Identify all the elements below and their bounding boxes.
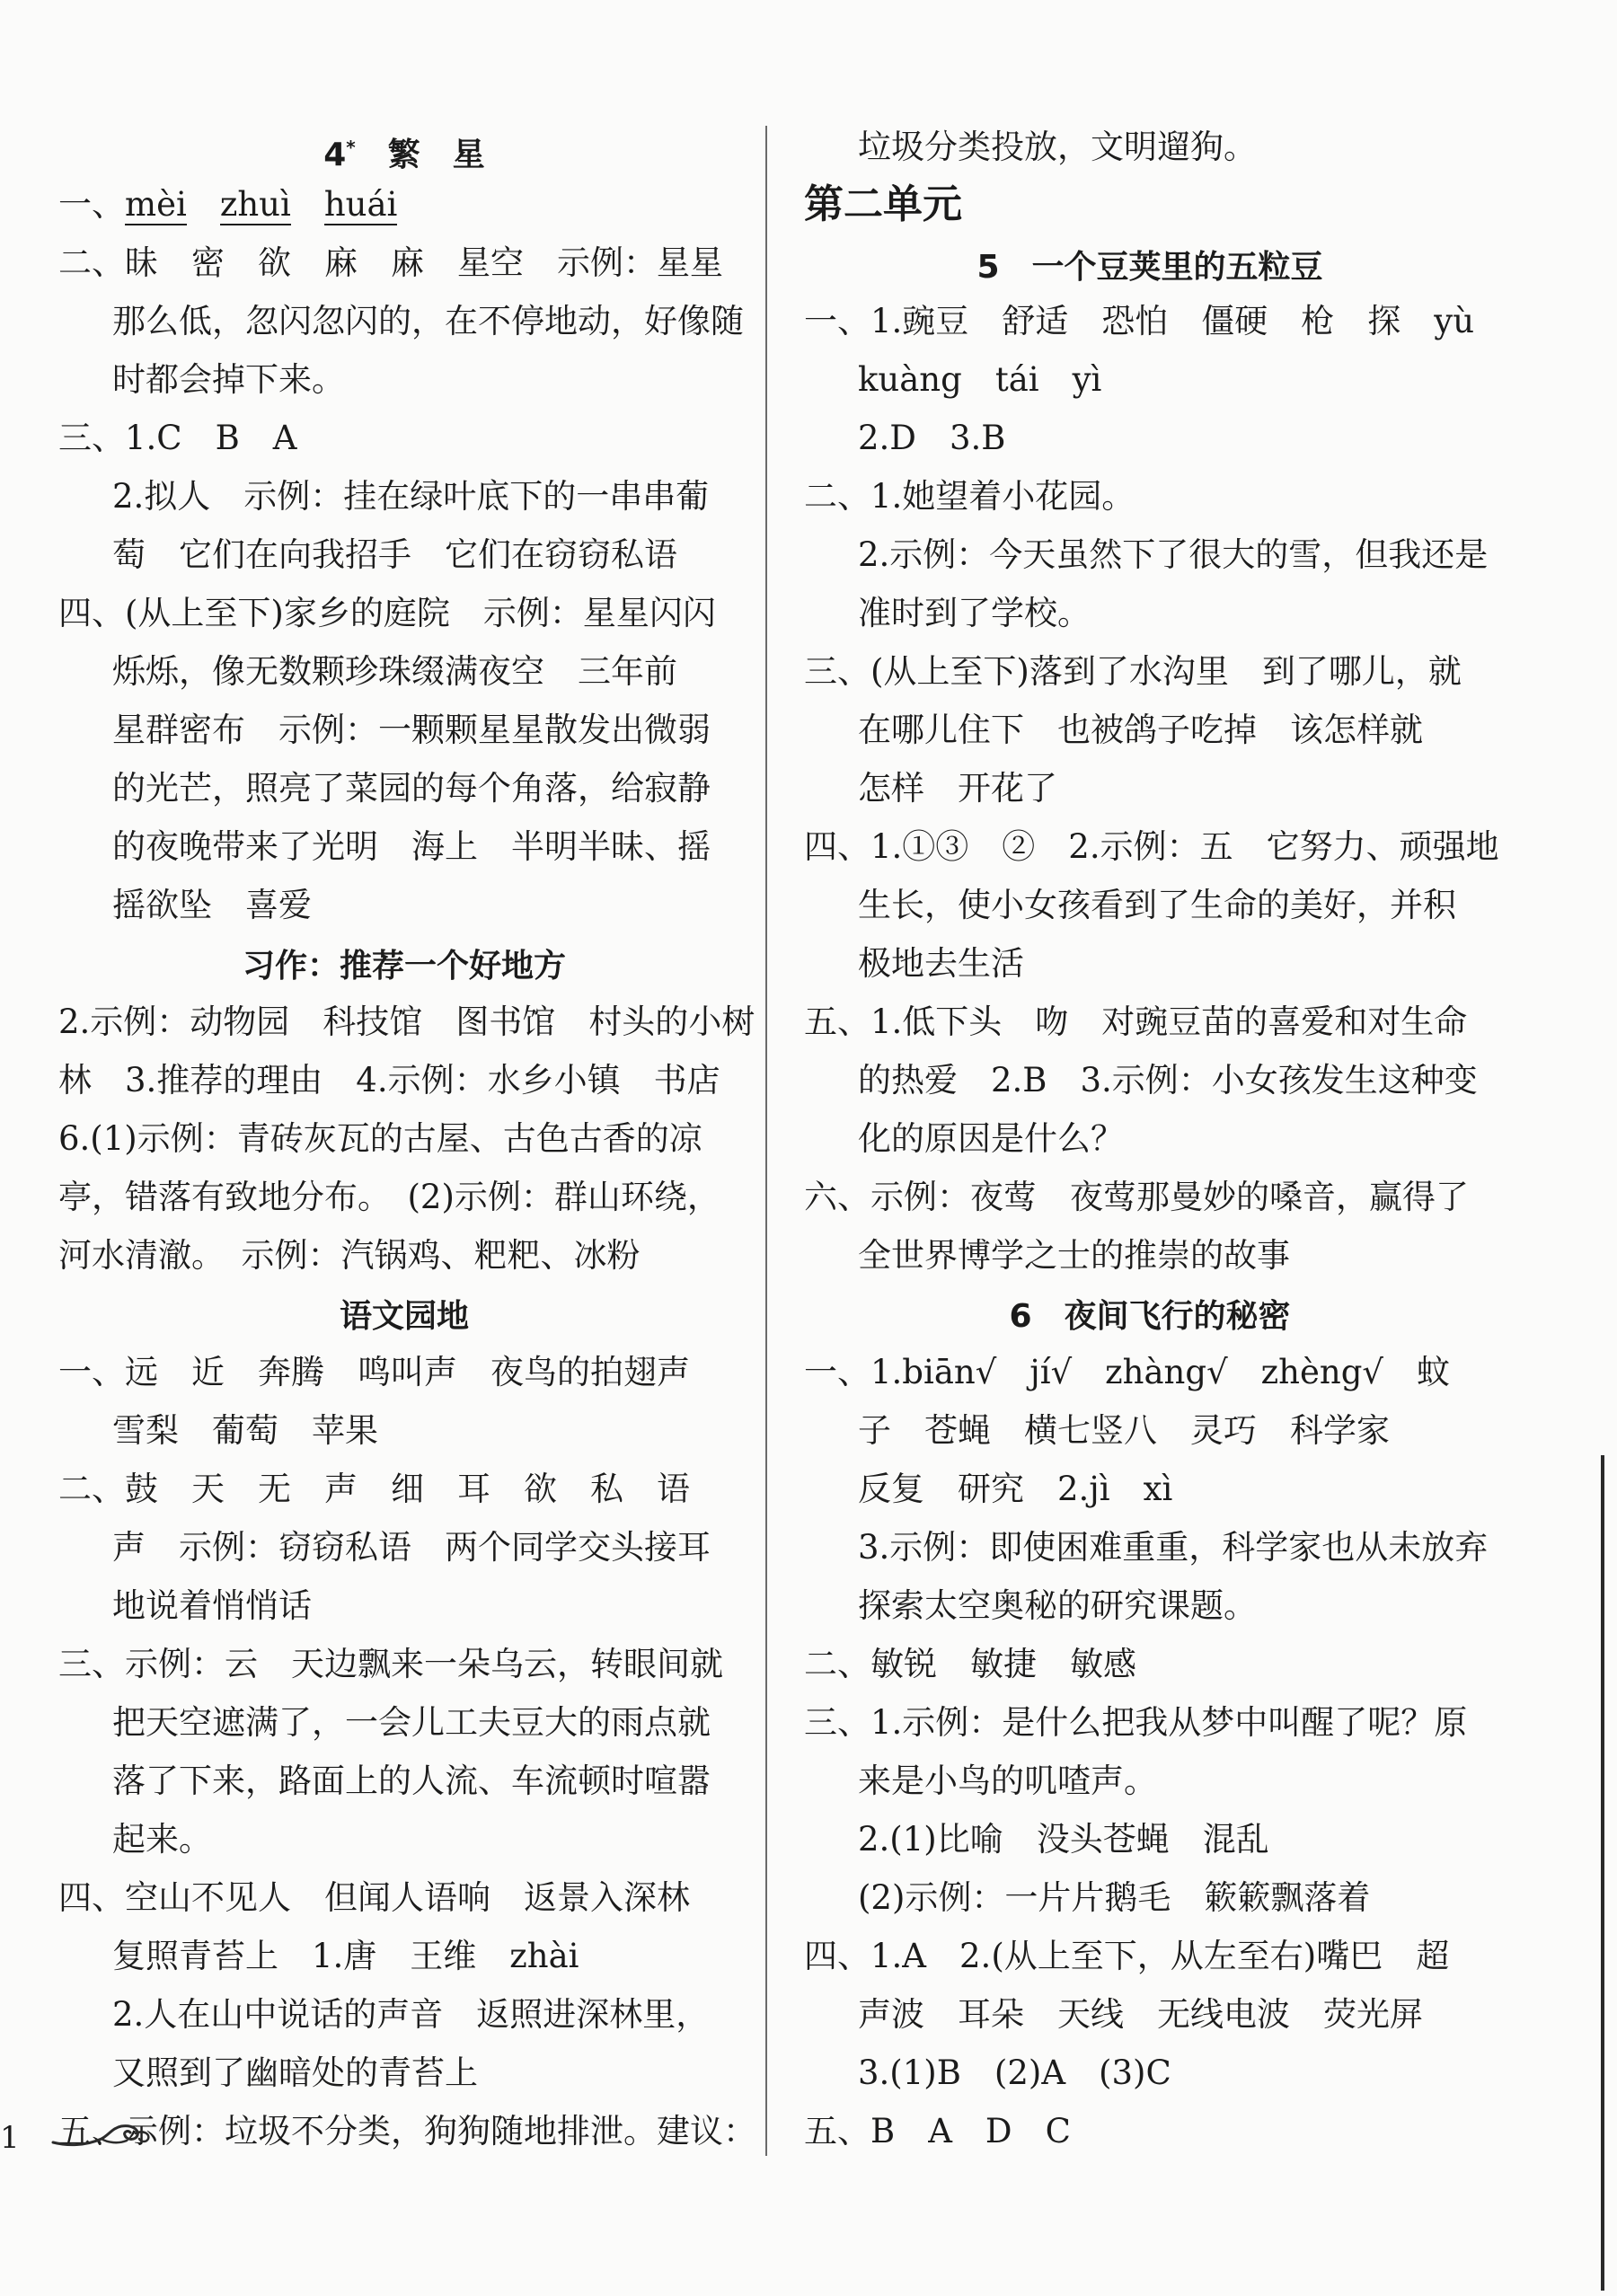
- answer-line: 子 苍蝇 横七竖八 灵巧 科学家: [858, 1411, 1390, 1450]
- answer-line: (2)示例：一片片鹅毛 簌簌飘落着: [858, 1878, 1371, 1917]
- answer-line: 一、1.biān√ jí√ zhàng√ zhèng√ 蚊: [804, 1353, 1450, 1391]
- answer-line: 亭，错落有致地分布。 (2)示例：群山环绕，: [58, 1178, 720, 1216]
- page-edge-line: [1601, 1455, 1604, 2291]
- answer-line: 五、B A D C: [804, 2112, 1071, 2150]
- answer-line: 2.D 3.B: [858, 419, 1006, 457]
- answer-line: 三、示例：云 天边飘来一朵乌云，转眼间就: [58, 1645, 723, 1683]
- answer-line: 五、1.低下头 吻 对豌豆苗的喜爱和对生命: [804, 1002, 1468, 1041]
- answer-line: 摇欲坠 喜爱: [112, 886, 312, 924]
- answer-line: 林 3.推荐的理由 4.示例：水乡小镇 书店: [58, 1061, 720, 1099]
- answer-line: 落了下来，路面上的人流、车流顿时喧嚣: [112, 1762, 711, 1800]
- answer-line: kuàng tái yì: [858, 360, 1102, 399]
- answer-line: 雪梨 葡萄 苹果: [112, 1411, 378, 1450]
- answer-line: 二、昧 密 欲 麻 麻 星空 示例：星星: [58, 243, 723, 282]
- answer-line: 极地去生活: [858, 944, 1024, 983]
- answer-line: 四、空山不见人 但闻人语响 返景入深林: [58, 1878, 690, 1917]
- answer-line: 烁烁，像无数颗珍珠缀满夜空 三年前: [112, 652, 677, 691]
- answer-line: 地说着悄悄话: [112, 1586, 312, 1625]
- answer-line: 时都会掉下来。: [112, 360, 345, 399]
- lesson-6-title: 6 夜间飞行的秘密: [1009, 1298, 1291, 1335]
- answer-line: 三、1.C B A: [58, 419, 297, 457]
- answer-line: 的光芒，照亮了菜园的每个角落，给寂静: [112, 769, 711, 808]
- answer-line: 三、(从上至下)落到了水沟里 到了哪儿，就: [804, 652, 1462, 691]
- cloud-ornament-icon: [49, 2115, 157, 2151]
- answer-line: 那么低，忽闪忽闪的，在不停地动，好像随: [112, 302, 744, 340]
- answer-line: 垃圾分类投放，文明遛狗。: [858, 128, 1257, 166]
- lesson-4-title: 4* 繁 星: [323, 137, 485, 173]
- page-number: 1: [0, 2120, 20, 2156]
- answer-line: 一、mèi zhuì huái: [58, 185, 398, 224]
- answer-line: 反复 研究 2.jì xì: [858, 1470, 1173, 1508]
- answer-line: 又照到了幽暗处的青苔上: [112, 2053, 478, 2092]
- answer-line: 的热爱 2.B 3.示例：小女孩发生这种变: [858, 1061, 1478, 1099]
- xizuo-title: 习作：推荐一个好地方: [242, 948, 566, 985]
- answer-line: 萄 它们在向我招手 它们在窃窃私语: [112, 535, 677, 574]
- answer-line: 2.示例：今天虽然下了很大的雪，但我还是: [858, 535, 1489, 574]
- yuwen-yuandi-title: 语文园地: [339, 1298, 469, 1335]
- answer-line: 星群密布 示例：一颗颗星星散发出微弱: [112, 711, 711, 749]
- answer-line: 一、1.豌豆 舒适 恐怕 僵硬 枪 探 yù: [804, 302, 1475, 340]
- answer-line: 2.人在山中说话的声音 返照进深林里，: [112, 1995, 710, 2034]
- answer-line: 3.示例：即使困难重重，科学家也从未放弃: [858, 1528, 1489, 1567]
- answer-line: 三、1.示例：是什么把我从梦中叫醒了呢？原: [804, 1703, 1468, 1742]
- answer-line: 2.(1)比喻 没头苍蝇 混乱: [858, 1820, 1269, 1859]
- answer-line: 五、示例：垃圾不分类，狗狗随地排泄。建议：: [58, 2112, 756, 2150]
- answer-line: 声波 耳朵 天线 无线电波 荧光屏: [858, 1995, 1423, 2034]
- answer-line: 化的原因是什么？: [858, 1119, 1124, 1158]
- answer-line: 二、敏锐 敏捷 敏感: [804, 1645, 1136, 1683]
- answer-line: 生长，使小女孩看到了生命的美好，并积: [858, 886, 1456, 924]
- answer-line: 来是小鸟的叽喳声。: [858, 1762, 1157, 1800]
- answer-line: 一、远 近 奔腾 鸣叫声 夜鸟的拍翅声: [58, 1353, 690, 1391]
- answer-line: 六、示例：夜莺 夜莺那曼妙的嗓音，赢得了: [804, 1178, 1469, 1216]
- answer-line: 2.拟人 示例：挂在绿叶底下的一串串葡: [112, 477, 710, 516]
- answer-line: 四、1.①③ ② 2.示例：五 它努力、顽强地: [804, 827, 1499, 866]
- column-divider: [765, 126, 767, 2156]
- answer-line: 把天空遮满了，一会儿工夫豆大的雨点就: [112, 1703, 711, 1742]
- unit-title: 第二单元: [804, 181, 962, 227]
- answer-line: 二、鼓 天 无 声 细 耳 欲 私 语: [58, 1470, 690, 1508]
- answer-line: 全世界博学之士的推崇的故事: [858, 1236, 1290, 1275]
- answer-line: 探索太空奥秘的研究课题。: [858, 1586, 1257, 1625]
- answer-line: 起来。: [112, 1820, 212, 1859]
- answer-line: 四、1.A 2.(从上至下，从左至右)嘴巴 超: [804, 1937, 1450, 1975]
- lesson-5-title: 5 一个豆荚里的五粒豆: [976, 249, 1323, 286]
- answer-line: 复照青苔上 1.唐 王维 zhài: [112, 1937, 579, 1975]
- answer-line: 声 示例：窃窃私语 两个同学交头接耳: [112, 1528, 711, 1567]
- answer-line: 河水清澈。 示例：汽锅鸡、粑粑、冰粉: [58, 1236, 641, 1275]
- answer-line: 四、(从上至下)家乡的庭院 示例：星星闪闪: [58, 594, 716, 632]
- answer-line: 6.(1)示例：青砖灰瓦的古屋、古色古香的凉: [58, 1119, 702, 1158]
- answer-line: 的夜晚带来了光明 海上 半明半昧、摇: [112, 827, 711, 866]
- answer-line: 准时到了学校。: [858, 594, 1091, 632]
- answer-line: 二、1.她望着小花园。: [804, 477, 1135, 516]
- answer-line: 2.示例：动物园 科技馆 图书馆 村头的小树: [58, 1002, 755, 1041]
- answer-line: 3.(1)B (2)A (3)C: [858, 2053, 1171, 2092]
- answer-line: 怎样 开花了: [858, 769, 1057, 808]
- answer-line: 在哪儿住下 也被鸽子吃掉 该怎样就: [858, 711, 1423, 749]
